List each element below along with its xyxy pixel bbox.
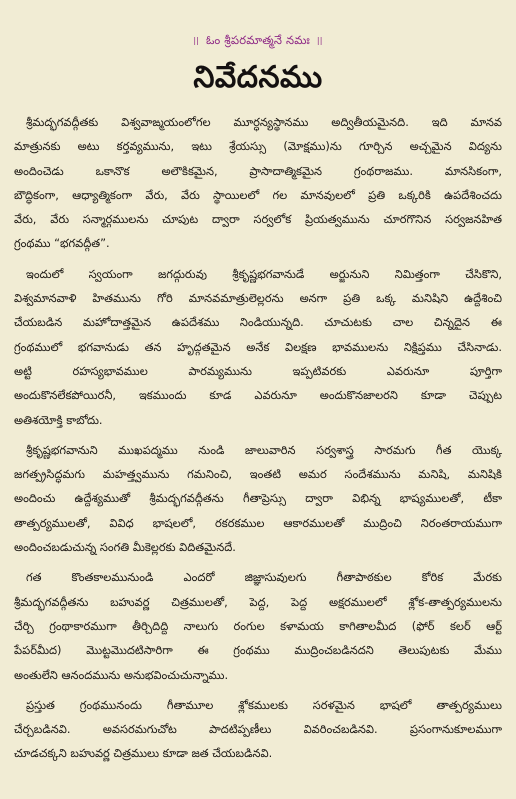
invocation-header [14, 0, 502, 49]
text-line: చేయబడిన మహోదాత్తమైన ఉపదేశము నిండియున్నది. చూచుటకు చాల చిన్నదైన ఈ [14, 315, 502, 330]
text-line: అందుకొనలేకపోయిరనీ, ఇకముందు కూడ ఎవరునూ అందుకొనజాలరని కూడా చెప్పుట [14, 388, 502, 403]
text-line: చేర్చి గ్రంథాకారముగా తీర్చిదిద్ది నాలుగు రంగుల కళామయ కాగితాలమీద (ఫోర్ కలర్ ఆర్ట్ [14, 618, 502, 633]
text-line: అంతులేని ఆనందమును అనుభవించుచున్నాము. [14, 667, 229, 682]
ornament-left: || [193, 35, 200, 45]
paragraph-2 [14, 262, 502, 432]
text-line: వేరు, వేరు సన్మార్గములను చూపుట ద్వారా సర్వలోక ప్రియత్వమును చూరగొనిన సర్వజనహిత [14, 212, 502, 227]
text-line: అందించబడుచున్న సంగతి మీకెల్లరకు విదితమైనదే. [14, 540, 236, 555]
text-line: జగత్ప్రసిద్ధమగు మహత్త్వమును గమనించి, ఇంతటి అమర సందేశమును మనిషి, మనిషికి [14, 467, 502, 482]
text-line: ప్రస్తుత గ్రంథమునందు గీతామూల శ్లోకములకు సరళమైన భాషలో తాత్పర్యములు [26, 697, 502, 712]
paragraph-5 [14, 693, 502, 766]
text-line: మాత్రునకు అటు కర్తవ్యమును, ఇటు శ్రేయస్సు (మోక్షము)ను గూర్చిన అచ్చమైన విద్యను [14, 139, 502, 154]
text-line: శ్రీమద్భగవద్గీతను బహువర్ణ చిత్రములతో, పెద్ద, పెద్ద అక్షరములలో శ్లోక-తాత్పర్యములను [14, 594, 502, 609]
text-line: విశ్వమానవాళి హితమును గోరి మానవమాత్రులెల్లరను అనగా ప్రతి ఒక్క మనిషిని ఉద్దేశించి [14, 291, 502, 306]
text-line: ఇందులో స్వయంగా జగద్గురువు శ్రీకృష్ణభగవానుడే అర్జునుని నిమిత్తంగా చేసికొని, [26, 266, 502, 281]
text-line: అందించు ఉద్దేశ్యముతో శ్రీమద్భగవద్గీతను గీతాప్రెస్సు ద్వారా విభిన్న భాష్యములతో, టీకా [14, 491, 502, 506]
ornament-right: || [316, 35, 323, 45]
text-line: శ్రీమద్భగవద్గీతకు విశ్వవాఙ్మయంలోగల మూర్ధన్యస్థానము అద్వితీయమైనది. ఇది మానవ [26, 115, 502, 129]
text-line: చేర్చబడినవి. అవసరమగుచోట పాదటిప్పణీలు వివరించబడినవి. ప్రసంగానుకూలముగా [14, 722, 502, 737]
text-line: చూడచక్కని బహువర్ణ చిత్రములు కూడా జత చేయబడినవి. [14, 746, 273, 761]
paragraph-1 [14, 110, 502, 256]
invocation-text: ఓం శ్రీపరమాత్మనే నమః [206, 33, 310, 47]
text-line: పేపర్‌మీద) మొట్టమొదటిసారిగా ఈ గ్రంథము ముద్రించబడినదని తెలుపుటకు మేము [14, 643, 502, 658]
body-text [14, 110, 502, 766]
paragraph-3 [14, 438, 502, 559]
text-line: గత కొంతకాలమునుండి ఎందరో జిజ్ఞాసువులగు గీతాపాఠకుల కోరిక మేరకు [26, 570, 502, 585]
text-line: గ్రంథము “భగవద్గీత”. [14, 236, 110, 251]
page-title-text: నివేదనము [193, 60, 323, 95]
page-title [14, 55, 502, 101]
paragraph-4 [14, 565, 502, 686]
text-line: అందించెడు ఒకానొక అలౌకికమైన, ప్రాసాదాత్మికమైన గ్రంథరాజము. మానసికంగా, [14, 163, 502, 178]
text-line: గ్రంథములో భగవానుడు తన హృద్గతమైన అనేక విలక్షణ భావములను నిక్షిప్తము చేసినాడు. [14, 339, 502, 354]
text-line: తాత్పర్యములతో, వివిధ భాషలలో, రకరకముల ఆకారములతో ముద్రించి నిరంతరాయముగా [14, 515, 502, 530]
text-line: బౌద్ధికంగా, ఆధ్యాత్మికంగా వేరు, వేరు స్థాయిలలో గల మానవులలో ప్రతి ఒక్కరికి ఉపదేశించదు [14, 187, 502, 202]
text-line: అట్టి రహస్యభావముల పారమ్యమును ఇప్పటివరకు ఎవరునూ పూర్తిగా [14, 363, 502, 378]
text-line: శ్రీకృష్ణభగవానుని ముఖపద్మము నుండి జాలువారిన సర్వశాస్త్ర సారమగు గీత యొక్క [26, 442, 502, 457]
text-line: అతిశయోక్తి కాబోదు. [14, 412, 103, 427]
